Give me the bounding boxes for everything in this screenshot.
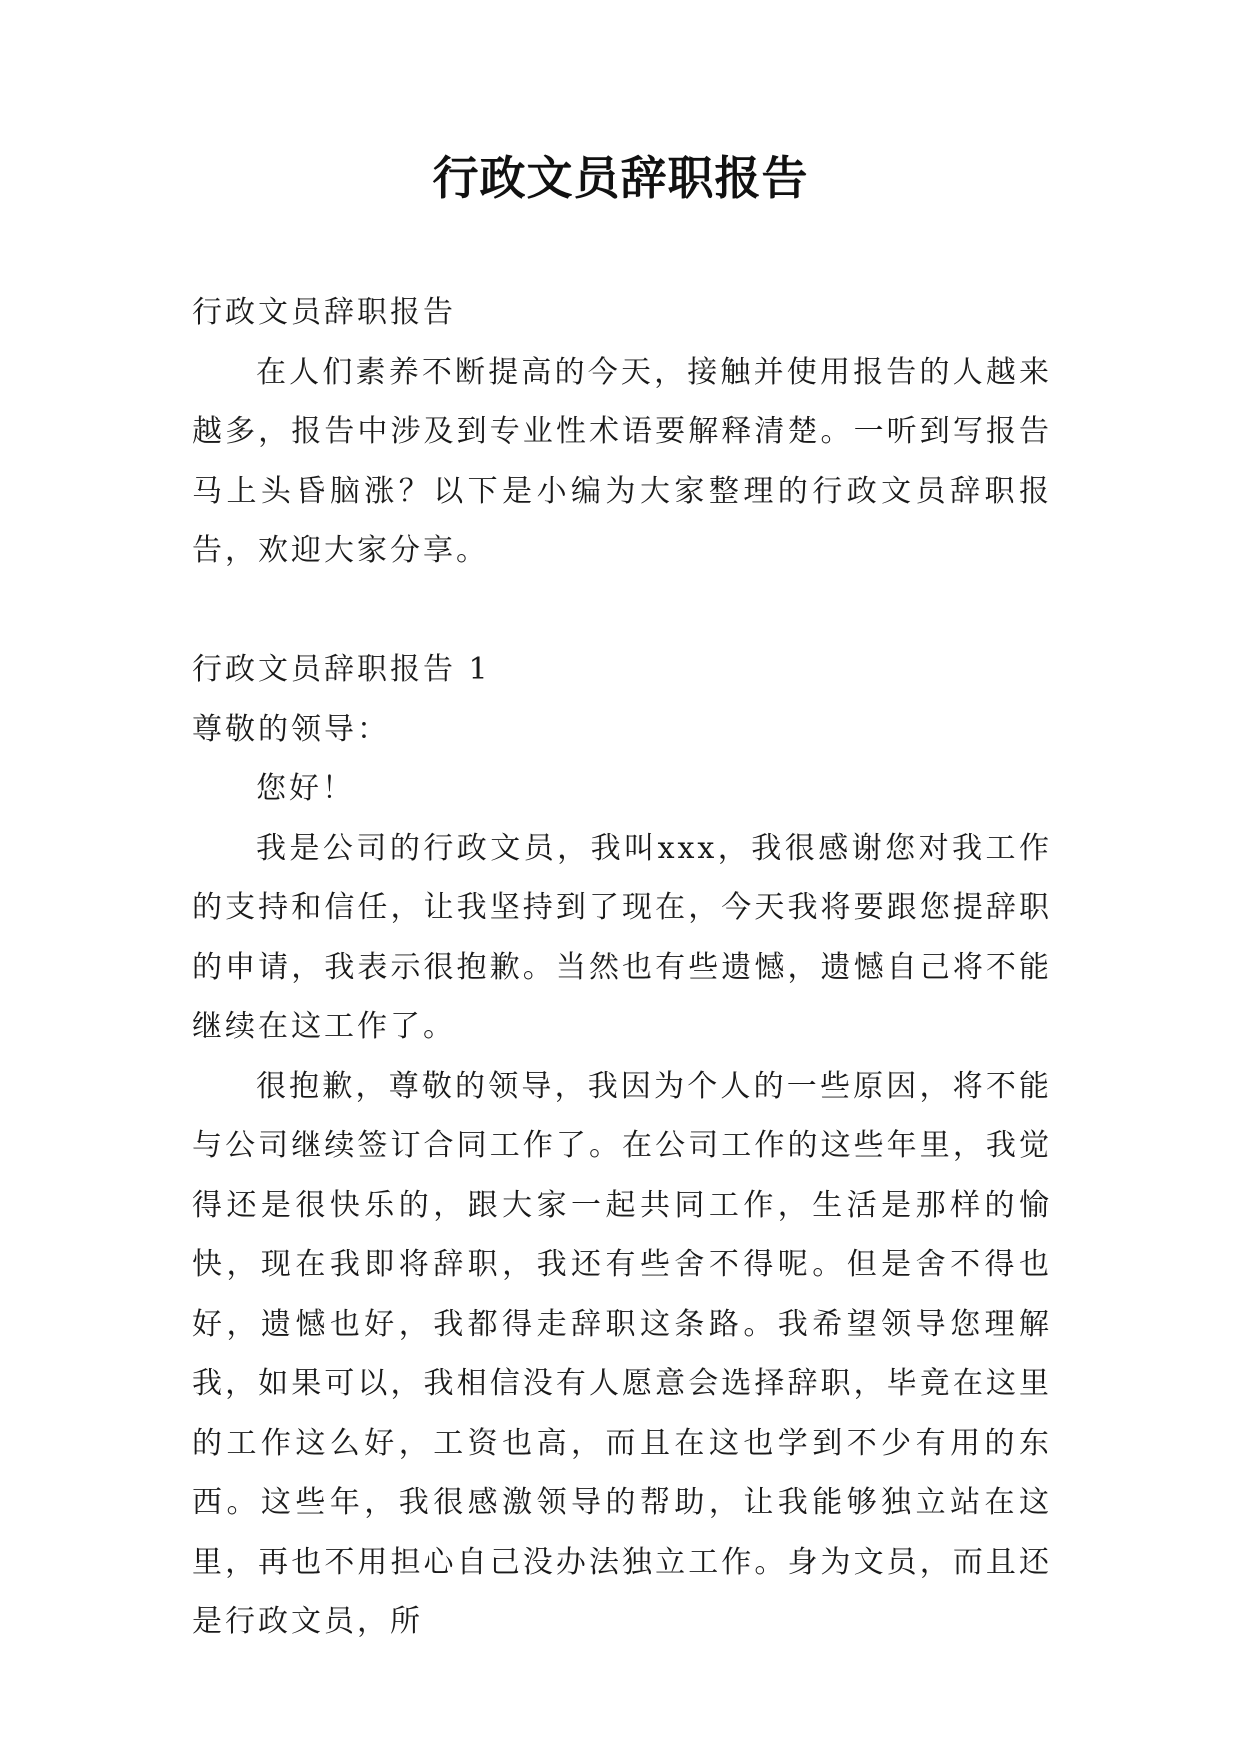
document-body xyxy=(192,283,1052,1652)
salutation: 尊敬的领导： xyxy=(192,711,390,747)
document-subtitle: 行政文员辞职报告 xyxy=(192,295,456,330)
body-paragraph: 很抱歉，尊敬的领导，我因为个人的一些原因，将不能与公司继续签订合同工作了。在公司工作的这些年里，我觉得还是很快乐的，跟大家一起共同工作，生活是那样的愉快，现在我即将辞职，我还有些舍不得呢。但是舍不得也好，遗憾也好，我都得走辞职这条路。我希望领导您理解我，如果可以，我相信没有人愿意会选择辞职，毕竟在这里的工作这么好，工资也高，而且在这也学到不少有用的东西。这些年，我很感激领导的帮助，让我能够独立站在这里，再也不用担心自己没办法独立工作。身为文员，而且还是行政文员，所 xyxy=(192,1068,1052,1639)
section-heading: 行政文员辞职报告 1 xyxy=(192,652,491,687)
page-title: 行政文员辞职报告 xyxy=(432,151,809,205)
greeting: 您好！ xyxy=(256,771,355,806)
section-spacer xyxy=(192,581,1052,641)
intro-paragraph: 在人们素养不断提高的今天，接触并使用报告的人越来越多，报告中涉及到专业性术语要解释清楚。一听到写报告马上头昏脑涨？以下是小编为大家整理的行政文员辞职报告，欢迎大家分享。 xyxy=(192,354,1052,568)
body-paragraph: 我是公司的行政文员，我叫xxx，我很感谢您对我工作的支持和信任，让我坚持到了现在，今天我将要跟您提辞职的申请，我表示很抱歉。当然也有些遗憾，遗憾自己将不能继续在这工作了。 xyxy=(192,830,1052,1044)
